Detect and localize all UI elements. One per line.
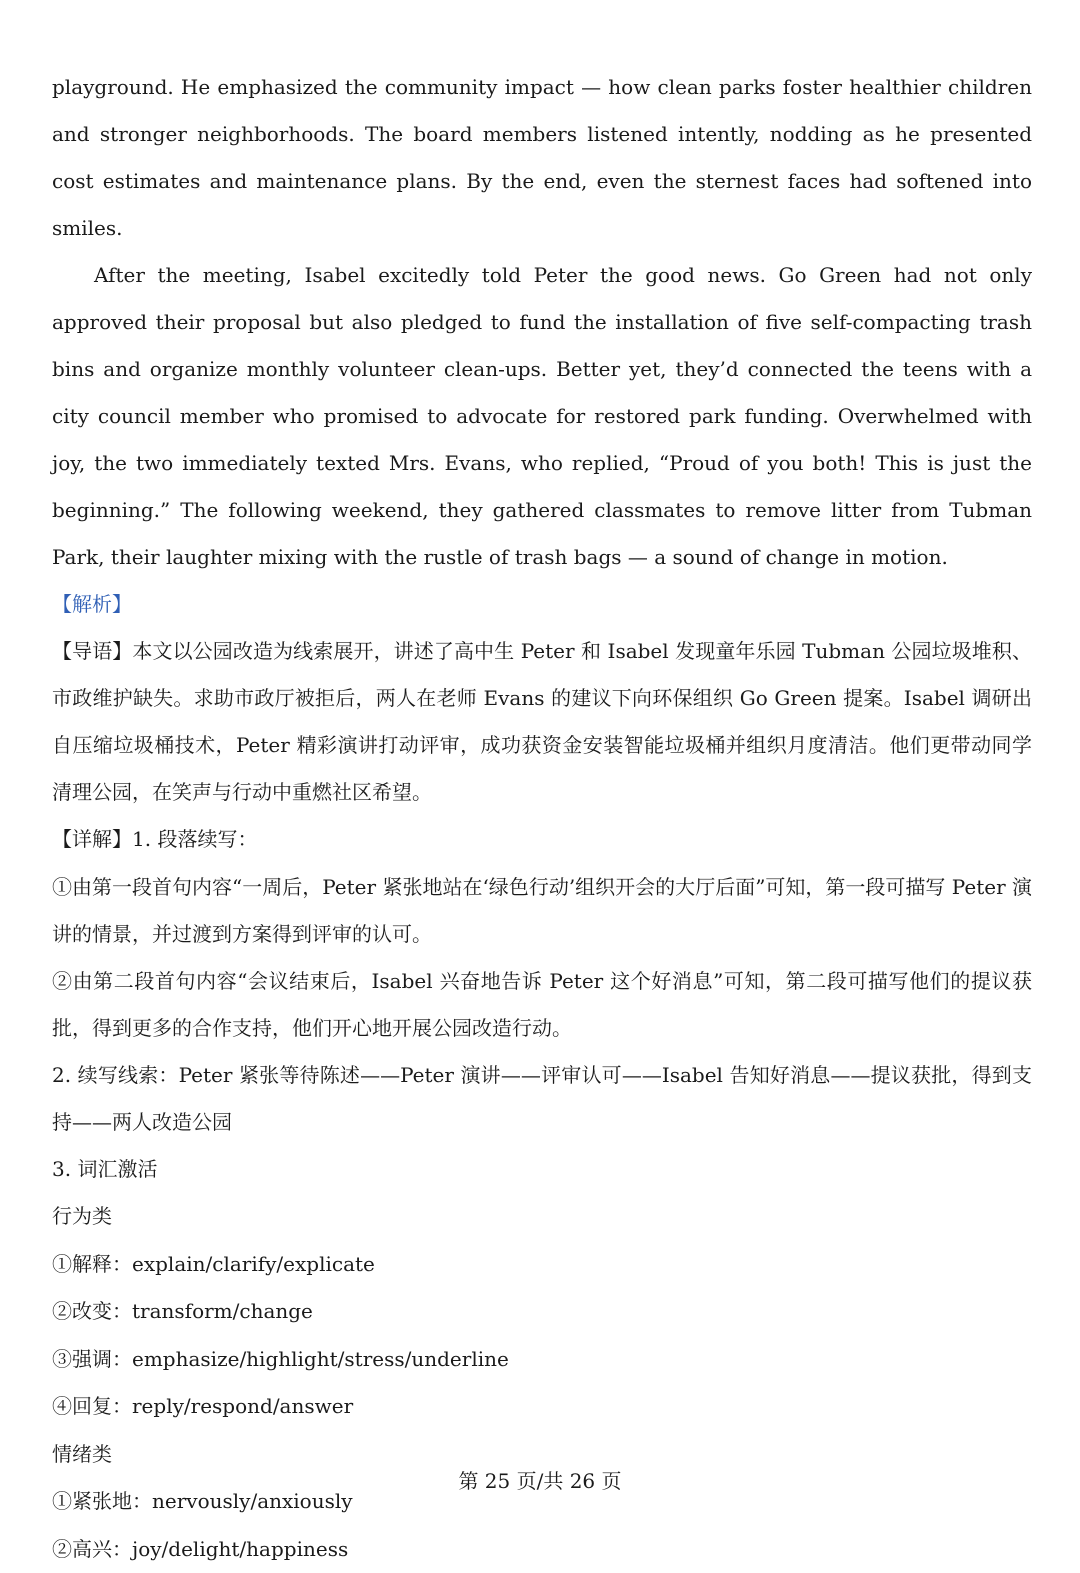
vocab-heading: 3. 词汇激活 [52,1146,1032,1194]
detail-point-2: ②由第二段首句内容“会议结束后，Isabel 兴奋地告诉 Peter 这个好消息”可知，第二段可描写他们的提议获批，得到更多的合作支持，他们开心地开展公园改造行动。 [52,958,1032,1052]
page-number: 第 25 页/共 26 页 [0,1466,1080,1496]
analysis-heading: 【解析】 [52,581,1032,628]
page-content [52,64,1032,1573]
vocab-item-nervously: ①紧张地：nervously/anxiously [52,1478,1032,1526]
vocab-item-reply: ④回复：reply/respond/answer [52,1383,1032,1431]
vocab-category-emotion: 情绪类 [52,1431,1032,1479]
vocab-item-joy: ②高兴：joy/delight/happiness [52,1526,1032,1573]
detail-heading: 【详解】1. 段落续写： [52,816,1032,864]
analysis-intro: 【导语】本文以公园改造为线索展开，讲述了高中生 Peter 和 Isabel 发现童年乐园 Tubman 公园垃圾堆积、市政维护缺失。求助市政厅被拒后，两人在老师 Evans 的建议下向环保组织 Go Green 提案。Isabel 调研出自压缩垃圾桶技术，Peter 精彩演讲打动评审，成功获资金安装智能垃圾桶并组织月度清洁。他们更带动同学清理公园，在笑声与行动中重燃社区希望。 [52,628,1032,816]
passage-paragraph-2: After the meeting, Isabel excitedly told Peter the good news. Go Green had not only approved their proposal but also pledged to fund the installation of five self-compacting trash bins and organize monthly volunteer clean-ups. Better yet, they’d connected the teens with a city council member who promised to advocate for restored park funding. Overwhelmed with joy, the two immediately texted Mrs. Evans, who replied, “Proud of you both! This is just the beginning.” The following weekend, they gathered classmates to remove litter from Tubman Park, their laughter mixing with the rustle of trash bags — a sound of change in motion. [52,252,1032,581]
vocab-item-emphasize: ③强调：emphasize/highlight/stress/underline [52,1336,1032,1384]
vocab-item-explain: ①解释：explain/clarify/explicate [52,1241,1032,1289]
vocab-category-behavior: 行为类 [52,1193,1032,1241]
passage-paragraph-1: playground. He emphasized the community impact — how clean parks foster healthier children and stronger neighborhoods. The board members listened intently, nodding as he presented cost estimates and maintenance plans. By the end, even the sternest faces had softened into smiles. [52,64,1032,252]
writing-clues: 2. 续写线索：Peter 紧张等待陈述——Peter 演讲——评审认可——Isabel 告知好消息——提议获批，得到支持——两人改造公园 [52,1052,1032,1146]
detail-point-1: ①由第一段首句内容“一周后，Peter 紧张地站在‘绿色行动’组织开会的大厅后面”可知，第一段可描写 Peter 演讲的情景，并过渡到方案得到评审的认可。 [52,864,1032,958]
vocab-item-change: ②改变：transform/change [52,1288,1032,1336]
